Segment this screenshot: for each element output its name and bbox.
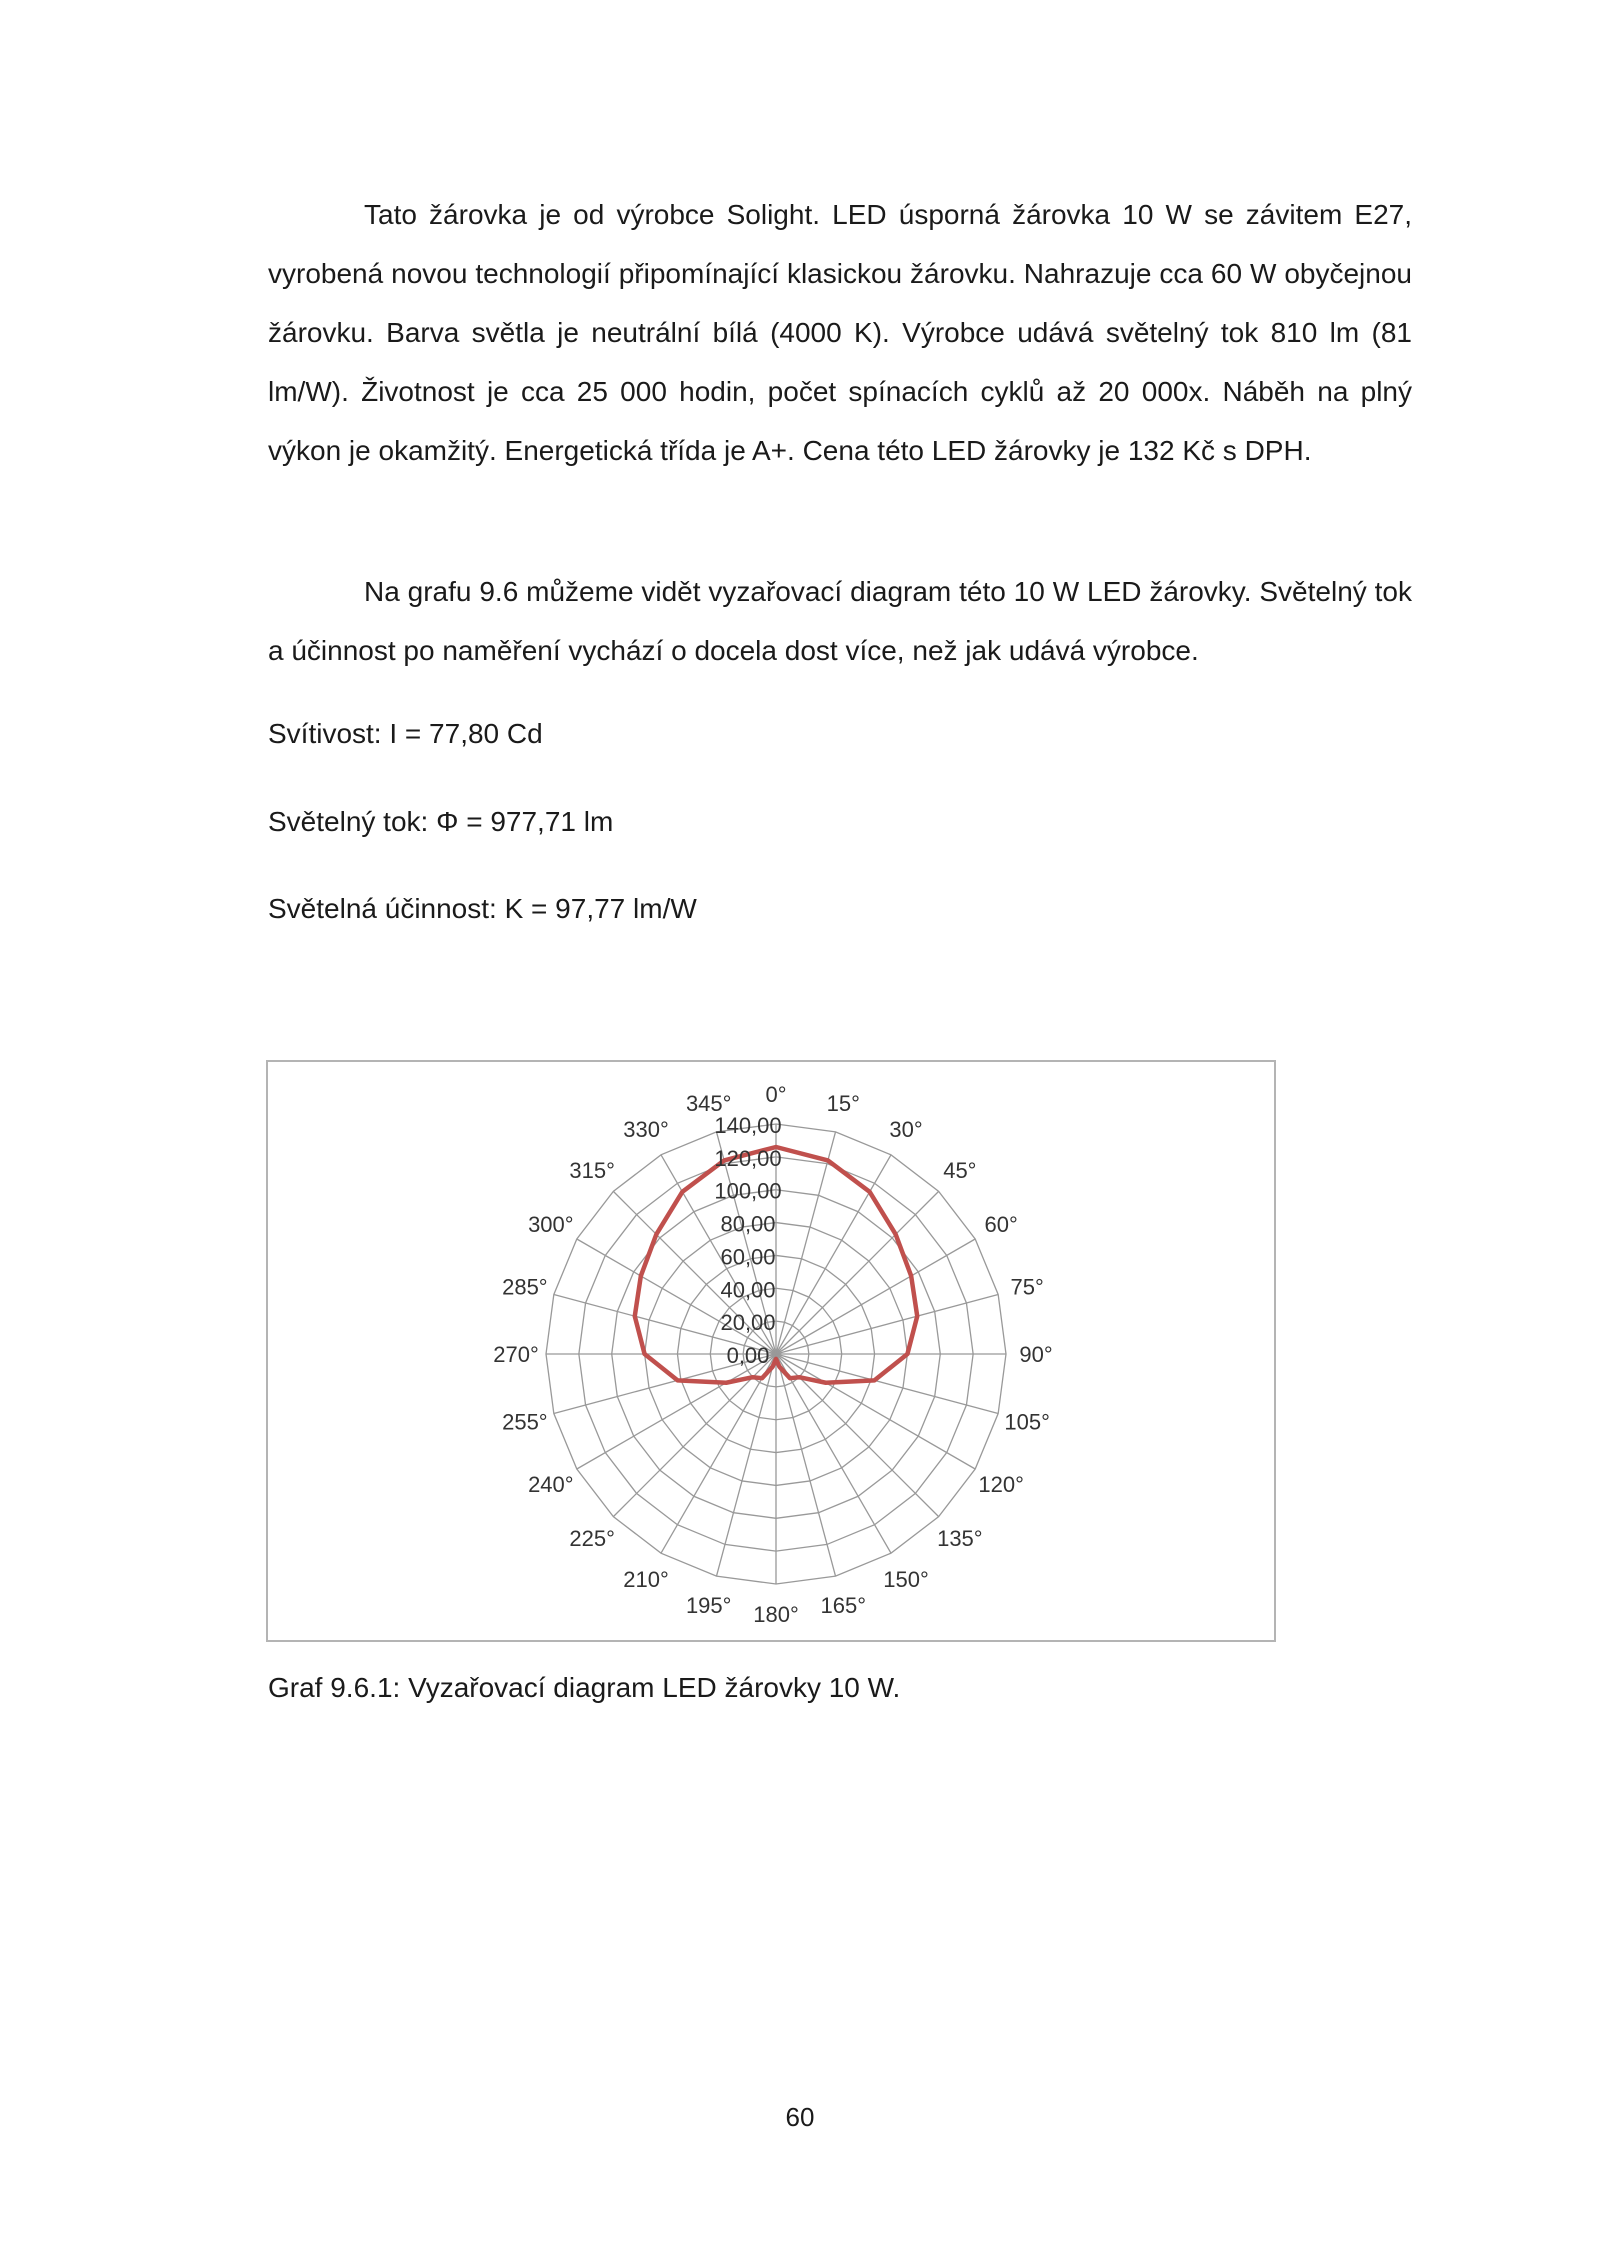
chart-frame (266, 1060, 1276, 1642)
radial-tick-label: 140,00 (714, 1113, 782, 1138)
angle-label: 60° (984, 1212, 1018, 1237)
grid-spoke (776, 1294, 998, 1354)
angle-label: 120° (978, 1472, 1024, 1497)
angle-label: 165° (820, 1593, 867, 1619)
radial-tick-label: 100,00 (714, 1178, 782, 1204)
angle-label: 30° (889, 1116, 923, 1142)
angle-label: 240° (528, 1472, 574, 1497)
angle-label: 270° (493, 1342, 539, 1367)
angle-label: 330° (623, 1116, 669, 1142)
radial-tick-label: 20,00 (720, 1310, 776, 1336)
figure-caption: Graf 9.6.1: Vyzařovací diagram LED žárovky 10 W. (268, 1672, 901, 1703)
angle-label: 75° (1010, 1274, 1044, 1300)
grid-spoke (716, 1354, 776, 1576)
angle-label: 45° (943, 1158, 977, 1184)
grid-spoke (776, 1354, 998, 1414)
measurement-intensity: Svítivost: I = 77,80 Cd (268, 718, 543, 749)
page-number: 60 (785, 2102, 815, 2132)
angle-label: 0° (765, 1082, 787, 1107)
paragraph-chart-intro: Na grafu 9.6 můžeme vidět vyzařovací diagram této 10 W LED žárovky. Světelný tok a účinnost po naměření vychází o docela dost více, než jak udává výrobce. (268, 576, 1412, 666)
angle-label: 15° (826, 1090, 860, 1116)
angle-label: 315° (569, 1158, 615, 1184)
angle-label: 90° (1019, 1342, 1053, 1367)
angle-label: 150° (883, 1567, 929, 1593)
angle-label: 300° (528, 1212, 574, 1237)
radiation-diagram (268, 1062, 1274, 1640)
radial-tick-label: 40,00 (720, 1277, 776, 1303)
angle-label: 195° (685, 1593, 732, 1619)
angle-label: 255° (502, 1409, 548, 1435)
angle-label: 225° (569, 1525, 615, 1551)
grid-spoke (776, 1354, 836, 1576)
angle-label: 285° (502, 1274, 548, 1300)
angle-label: 180° (753, 1602, 799, 1627)
radial-tick-label: 60,00 (720, 1244, 776, 1270)
measurement-efficacy: Světelná účinnost: K = 97,77 lm/W (268, 893, 697, 924)
angle-label: 105° (1004, 1409, 1050, 1435)
grid-spoke (776, 1132, 836, 1354)
angle-label: 135° (937, 1525, 983, 1551)
angle-label: 210° (623, 1567, 669, 1593)
measurement-flux: Světelný tok: Φ = 977,71 lm (268, 806, 614, 837)
radial-tick-label: 80,00 (720, 1211, 776, 1237)
radial-tick-label: 0,00 (726, 1343, 770, 1368)
paragraph-product-description: Tato žárovka je od výrobce Solight. LED úsporná žárovka 10 W se závitem E27, vyrobená novou technologií připomínající klasickou žárovku. Nahrazuje cca 60 W obyčejnou žárovku. Barva světla je neutrální bílá (4000 K). Výrobce udává světelný tok 810 lm (81 lm/W). Životnost je cca 25 000 hodin, počet spínacích cyklů až 20 000x. Náběh na plný výkon je okamžitý. Energetická třída je A+. Cena této LED žárovky je 132 Kč s DPH. (268, 199, 1412, 466)
radial-tick-label: 120,00 (714, 1145, 782, 1171)
angle-label: 345° (685, 1090, 732, 1116)
